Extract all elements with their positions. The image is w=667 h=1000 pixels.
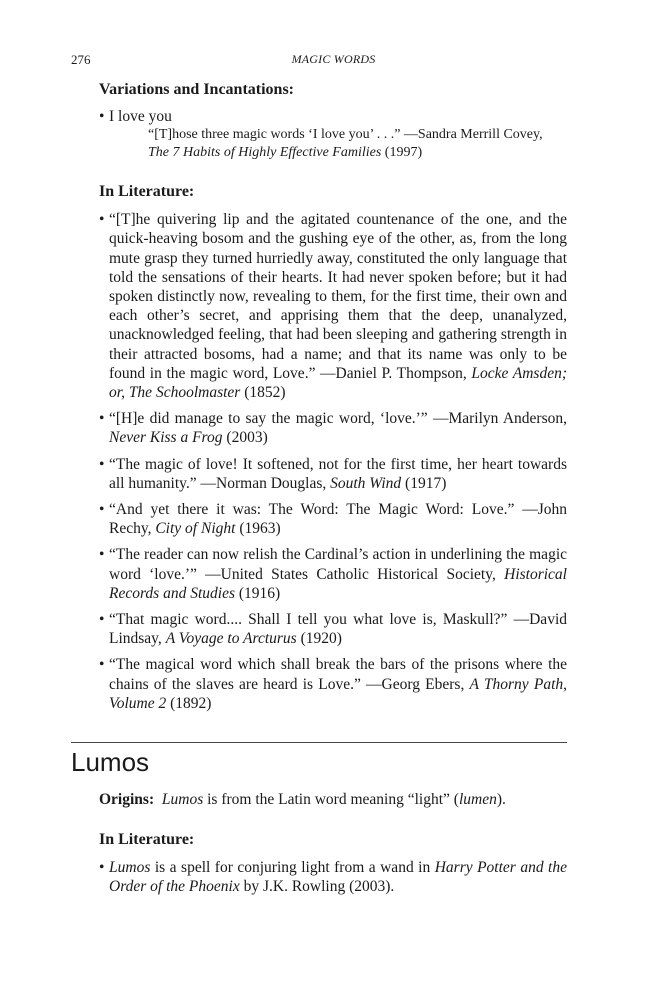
section-divider	[71, 742, 567, 743]
running-head: MAGIC WORDS	[291, 52, 376, 66]
literature-item: • “[T]he quivering lip and the agitated countenance of the one, and the quick-heaving bosom and the gushing eye of the other, as, from the long mute grasp they turned hurriedly away, constituted the only language that told the sensations of their hearts. It had never spoken before; but it had spoken distinctly now, revealing to them, for the first time, their own and each other’s secret, and apprising them that the deep, unanalyzed, unacknowledged feeling, that had been sleeping and gathering strength in their attracted bosoms, had a name; and that its name was only to be found in the magic word, Love.” —Daniel P. Thompson, Locke Amsden; or, The Schoolmaster (1852)	[99, 210, 567, 402]
variation-source: The 7 Habits of Highly Effective Families	[148, 145, 382, 161]
variations-heading: Variations and Incantations:	[99, 81, 295, 98]
origins-line: Origins: Lumos is from the Latin word meaning “light” (lumen).	[99, 791, 506, 808]
literature-item: • “That magic word.... Shall I tell you what love is, Maskull?” —David Lindsay, A Voyage to Arcturus (1920)	[99, 610, 567, 648]
magic-words-section	[99, 80, 567, 713]
literature-item: • “[H]e did manage to say the magic word, ‘love.’” —Marilyn Anderson, Never Kiss a Frog (2003)	[99, 409, 567, 447]
literature-item: • “The magic of love! It softened, not for the first time, her heart towards all humanity.” —Norman Douglas, South Wind (1917)	[99, 455, 567, 493]
lumos-literature-item: • Lumos is a spell for conjuring light from a wand in Harry Potter and the Order of the Phoenix by J.K. Rowling (2003).	[99, 858, 567, 896]
literature-heading: In Literature:	[99, 183, 195, 201]
lumos-section	[99, 790, 567, 896]
literature-item: • “And yet there it was: The Word: The Magic Word: Love.” —John Rechy, City of Night (1963)	[99, 500, 567, 538]
page-number: 276	[71, 52, 91, 67]
lumos-literature-heading: In Literature:	[99, 831, 195, 848]
entry-title-lumos: Lumos	[71, 747, 150, 777]
literature-item: • “The reader can now relish the Cardinal’s action in underlining the magic word ‘love.’” —United States Catholic Historical Society, Historical Records and Studies (1916)	[99, 545, 567, 603]
variation-item: • I love you	[99, 107, 567, 126]
literature-item: • “The magical word which shall break the bars of the prisons where the chains of the slaves are heard is Love.” —Georg Ebers, A Thorny Path, Volume 2 (1892)	[99, 655, 567, 713]
variation-quote: “[T]hose three magic words ‘I love you’ . . .” —Sandra Merrill Covey, The 7 Habits of Highly Effective Families (1997)	[148, 127, 543, 161]
